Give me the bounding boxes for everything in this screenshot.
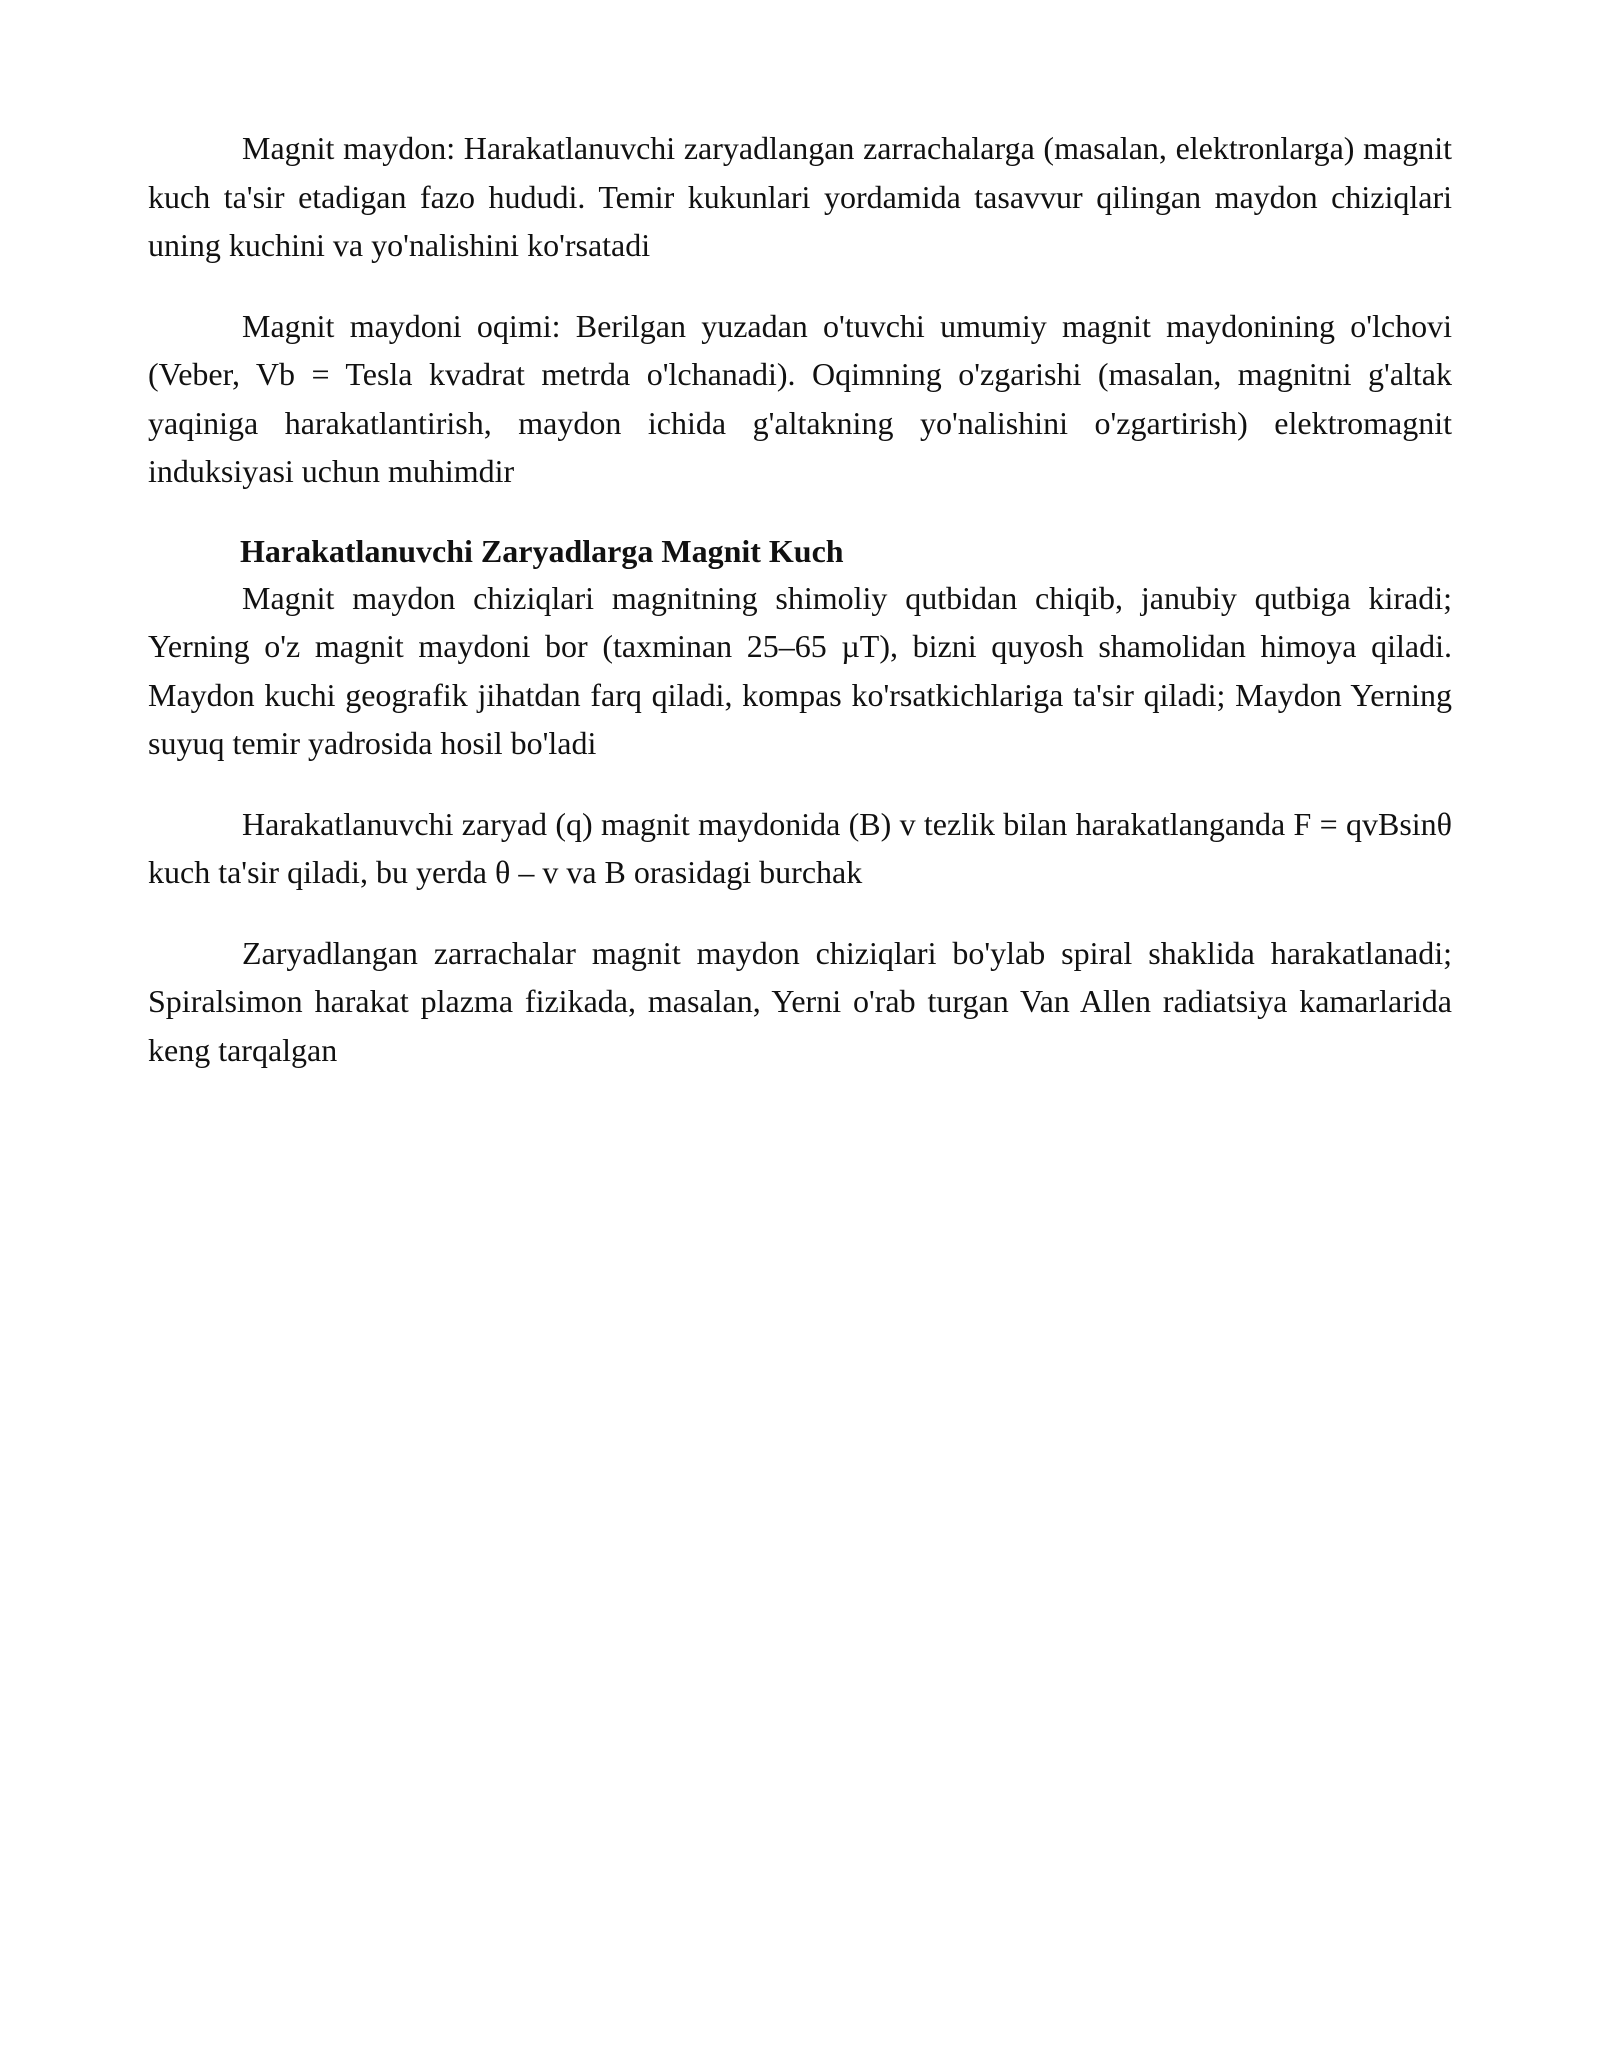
document-page: [148, 124, 1452, 1106]
section-heading: Harakatlanuvchi Zaryadlarga Magnit Kuch: [240, 532, 844, 569]
paragraph-magnetic-field: Magnit maydon: Harakatlanuvchi zaryadlangan zarrachalarga (masalan, elektronlarga) magnit kuch ta'sir etadigan fazo hududi. Temir kukunlari yordamida tasavvur qilingan maydon chiziqlari uning kuchini va yo'nalishini ko'rsatadi: [148, 130, 1452, 263]
paragraph-magnetic-flux: Magnit maydoni oqimi: Berilgan yuzadan o'tuvchi umumiy magnit maydonining o'lchovi (Veber, Vb = Tesla kvadrat metrda o'lchanadi). Oqimning o'zgarishi (masalan, magnitni g'altak yaqiniga harakatlantirish, maydon ichida g'altakning yo'nalishini o'zgartirish) elektromagnit induksiyasi uchun muhimdir: [148, 307, 1452, 489]
paragraph-lorentz-force: Harakatlanuvchi zaryad (q) magnit maydonida (B) v tezlik bilan harakatlanganda F = qvBsinθ kuch ta'sir qiladi, bu yerda θ – v va B orasidagi burchak: [148, 805, 1452, 890]
paragraph-spiral-motion: Zaryadlangan zarrachalar magnit maydon chiziqlari bo'ylab spiral shaklida harakatlanadi; Spiralsimon harakat plazma fizikada, masalan, Yerni o'rab turgan Van Allen radiatsiya kamarlarida keng tarqalgan: [148, 934, 1452, 1068]
paragraph-field-lines: Magnit maydon chiziqlari magnitning shimoliy qutbidan chiqib, janubiy qutbiga kiradi; Yerning o'z magnit maydoni bor (taxminan 25–65 µT), bizni quyosh shamolidan himoya qiladi. Maydon kuchi geografik jihatdan farq qiladi, kompas ko'rsatkichlariga ta'sir qiladi; Maydon Yerning suyuq temir yadrosida hosil bo'ladi: [148, 579, 1452, 761]
